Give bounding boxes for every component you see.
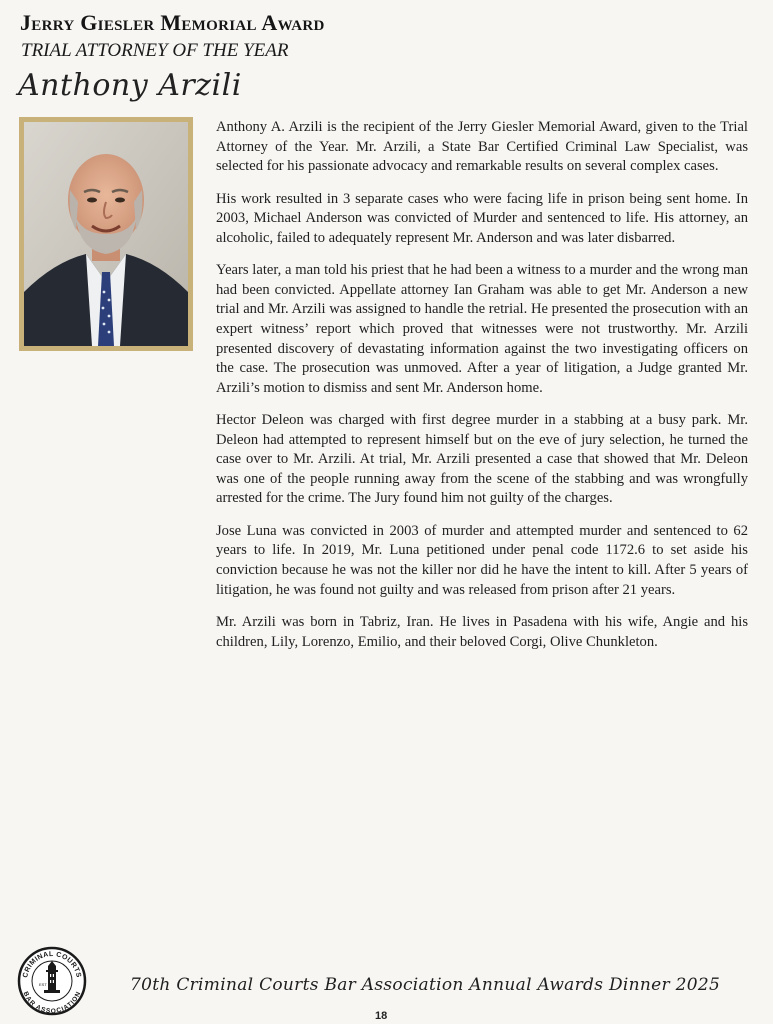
page-number: 18 bbox=[375, 1010, 388, 1022]
honoree-name: Anthony Arzili bbox=[18, 68, 242, 103]
biography-paragraph: Hector Deleon was charged with first degree murder in a stabbing at a busy park. Mr. Deleon had attempted to represent himself but on the eve of jury selection, he turned the case over to Mr. Arzili. At trial, Mr. Arzili presented a case that showed that Mr. Deleon was one of the people running away from the scene of the stabbing and was wrongfully arrested for the crime. The Jury found him not guilty of the charges. bbox=[216, 412, 748, 507]
biography-paragraph: His work resulted in 3 separate cases who were facing life in prison being sent home. In 2003, Michael Anderson was convicted of Murder and sentenced to life. His attorney, an alcoholic, failed to adequately represent Mr. Anderson and was later disbarred. bbox=[216, 190, 748, 246]
biography-paragraph: Years later, a man told his priest that he had been a witness to a murder and the wrong man had been convicted. Appellate attorney Ian Graham was able to get Mr. Anderson a new trial and Mr. Arzili was assigned to handle the retrial. He presented the prosecution with an expert witness’ report which proved that witnesses were not trustworthy. Mr. Arzili presented discovery of devastating information against the two investigating officers on the case. The prosecution was unmoved. After a year of litigation, a Judge granted Mr. Arzili’s motion to dismiss and sent Mr. Anderson home. bbox=[216, 262, 748, 396]
biography-paragraph: Mr. Arzili was born in Tabriz, Iran. He lives in Pasadena with his wife, Angie and his children, Lily, Lorenzo, Emilio, and their beloved Corgi, Olive Chunkleton. bbox=[216, 614, 748, 650]
biography-paragraph: Anthony A. Arzili is the recipient of the Jerry Giesler Memorial Award, given to the Trial Attorney of the Year. Mr. Arzili, a State Bar Certified Criminal Law Specialist, was selected for his passionate advocacy and remarkable results on several complex cases. bbox=[216, 119, 748, 175]
seal-bottom-text: BAR ASSOCIATION bbox=[21, 990, 83, 1016]
seal-top-text: CRIMINAL COURTS bbox=[22, 950, 82, 979]
portrait-photo bbox=[24, 122, 188, 346]
seal-est-text: EST bbox=[39, 982, 47, 987]
award-title: Jerry Giesler Memorial Award bbox=[20, 10, 325, 35]
association-seal-icon bbox=[17, 946, 87, 1016]
event-footer-title: 70th Criminal Courts Bar Association Annual Awards Dinner 2025 bbox=[130, 975, 721, 995]
award-subtitle: TRIAL ATTORNEY OF THE YEAR bbox=[21, 40, 289, 61]
biography-text bbox=[216, 118, 748, 665]
honoree-photo-frame bbox=[19, 117, 193, 351]
biography-paragraph: Jose Luna was convicted in 2003 of murder and attempted murder and sentenced to 62 years to life. In 2019, Mr. Luna petitioned under penal code 1172.6 to set aside his conviction because he was not the killer nor did he have the intent to kill. After 5 years of litigation, he was found not guilty and was released from prison after 21 years. bbox=[216, 522, 748, 598]
